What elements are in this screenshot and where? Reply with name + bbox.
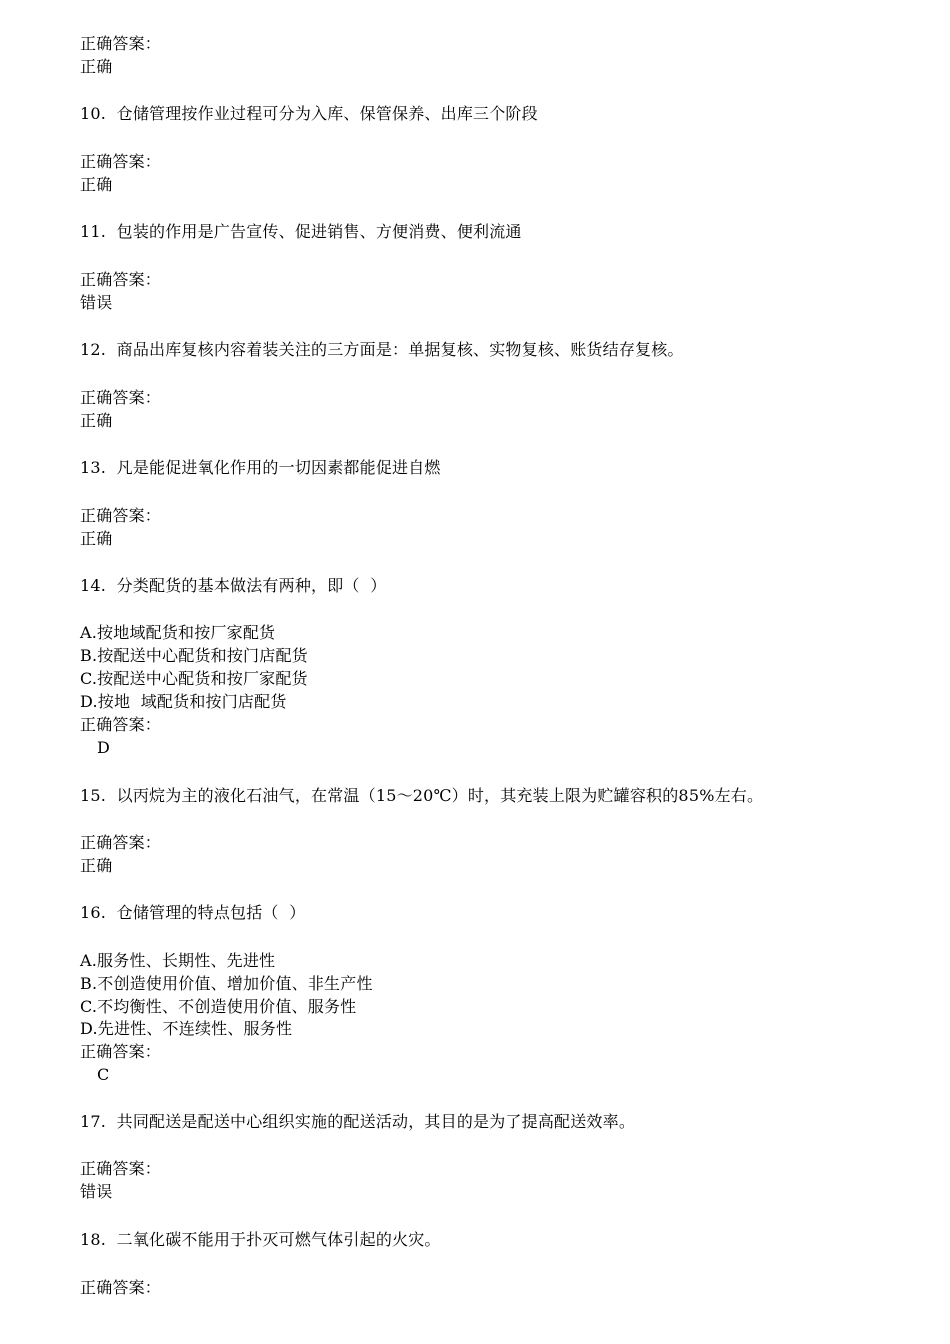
q14-option-c: C.按配送中心配货和按厂家配货 [80,669,308,688]
q14-option-d: D.按地 域配货和按门店配货 [80,692,287,711]
q18-text: 18. 二氧化碳不能用于扑灭可燃气体引起的火灾。 [80,1230,441,1249]
q16-text: 16. 仓储管理的特点包括（ ） [80,903,306,922]
q13-answer-label: 正确答案： [80,506,162,525]
q12-answer: 正确 [80,411,113,430]
q16-option-b: B.不创造使用价值、增加价值、非生产性 [80,974,373,993]
q17-text: 17. 共同配送是配送中心组织实施的配送活动，其目的是为了提高配送效率。 [80,1112,636,1131]
q11-answer: 错误 [80,293,113,312]
q14-option-a: A.按地域配货和按厂家配货 [80,623,276,642]
q13-text: 13. 凡是能促进氧化作用的一切因素都能促进自燃 [80,458,441,477]
q15-answer-label: 正确答案： [80,833,162,852]
q10-text: 10. 仓储管理按作业过程可分为入库、保管保养、出库三个阶段 [80,104,538,123]
q16-answer-label: 正确答案： [80,1042,162,1061]
q17-answer-label: 正确答案： [80,1159,162,1178]
q16-option-d: D.先进性、不连续性、服务性 [80,1019,293,1038]
q15-answer: 正确 [80,856,113,875]
q16-answer: C [97,1065,110,1084]
q13-answer: 正确 [80,529,113,548]
q14-answer-label: 正确答案： [80,715,162,734]
q9-answer-label: 正确答案： [80,34,162,53]
q14-text: 14. 分类配货的基本做法有两种，即（ ） [80,576,387,595]
q12-answer-label: 正确答案： [80,388,162,407]
q11-text: 11. 包装的作用是广告宣传、促进销售、方便消费、便利流通 [80,222,522,241]
q10-answer-label: 正确答案： [80,152,162,171]
q17-answer: 错误 [80,1182,113,1201]
q18-answer-label: 正确答案： [80,1278,162,1297]
q14-option-b: B.按配送中心配货和按门店配货 [80,646,308,665]
q16-option-a: A.服务性、长期性、先进性 [80,951,276,970]
q9-answer: 正确 [80,57,113,76]
q16-option-c: C.不均衡性、不创造使用价值、服务性 [80,997,357,1016]
q15-text: 15. 以丙烷为主的液化石油气，在常温（15～20℃）时，其充装上限为贮罐容积的85%左右。 [80,786,764,805]
q14-answer: D [97,738,111,757]
q11-answer-label: 正确答案： [80,270,162,289]
q12-text: 12. 商品出库复核内容着装关注的三方面是：单据复核、实物复核、账货结存复核。 [80,340,684,359]
q10-answer: 正确 [80,175,113,194]
